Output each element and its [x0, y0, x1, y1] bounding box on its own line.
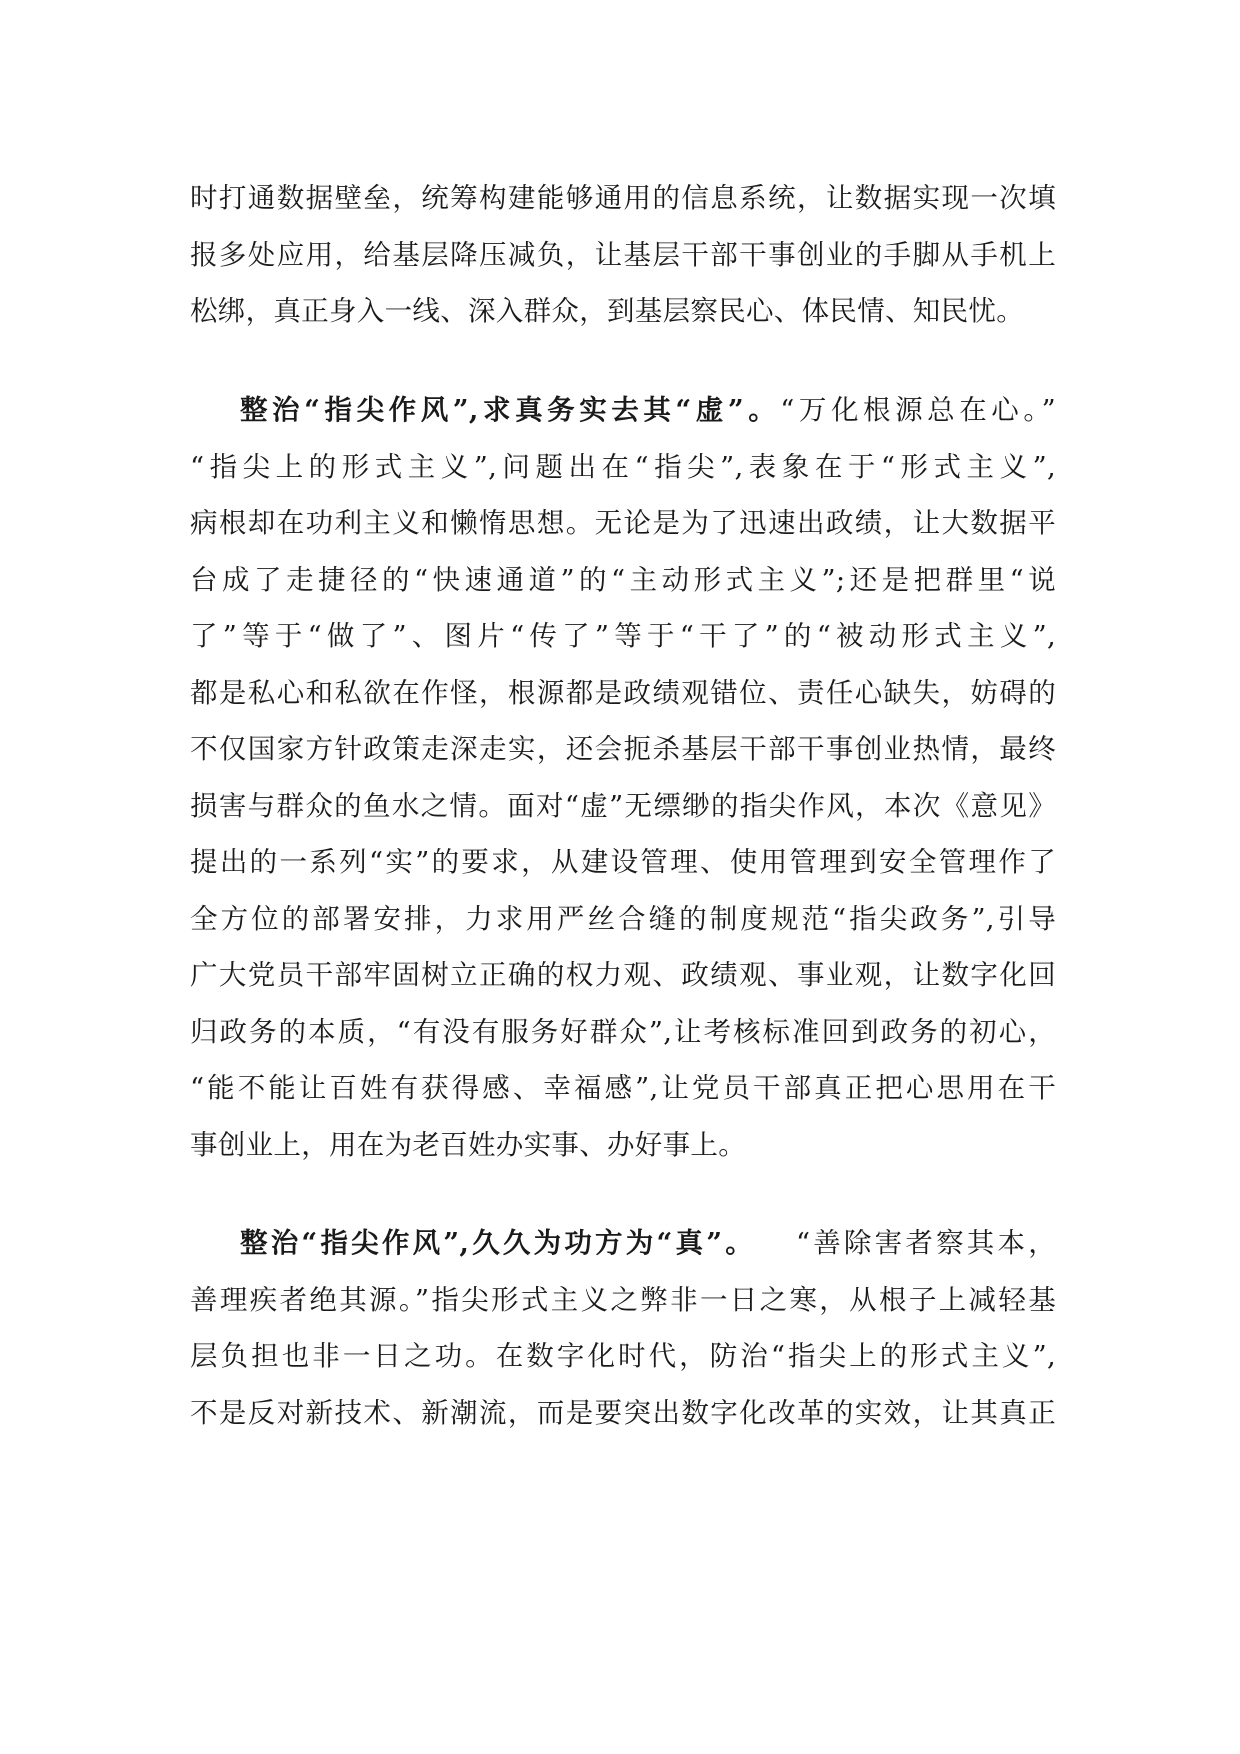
- paragraph-line: 广大党员干部牢固树立正确的权力观、政绩观、事业观，让数字化回: [190, 959, 1056, 991]
- paragraph-line: 台成了走捷径的“快速通道”的“主动形式主义”;还是把群里“说: [190, 563, 1056, 596]
- paragraph-3: [190, 1215, 1056, 1441]
- paragraph-first-line: [190, 1215, 1056, 1272]
- paragraph-line: 报多处应用，给基层降压减负，让基层干部干事创业的手脚从手机上: [190, 238, 1056, 271]
- paragraph-line: 事创业上，用在为老百姓办实事、办好事上。: [190, 1128, 746, 1161]
- paragraph-line: 层负担也非一日之功。在数字化时代，防治“指尖上的形式主义”,: [190, 1340, 1056, 1372]
- paragraph-line: 松绑，真正身入一线、深入群众，到基层察民心、体民情、知民忧。: [190, 295, 1024, 327]
- paragraph-line: 不是反对新技术、新潮流，而是要突出数字化改革的实效，让其真正: [190, 1396, 1056, 1429]
- paragraph-line: “指尖上的形式主义”,问题出在“指尖”,表象在于“形式主义”,: [190, 450, 1056, 483]
- paragraph-heading: 整治“指尖作风”,久久为功方为“真”。: [240, 1227, 756, 1259]
- paragraph-line: “能不能让百姓有获得感、幸福感”,让党员干部真正把心思用在干: [190, 1072, 1056, 1104]
- paragraph-first-line: [190, 382, 1056, 439]
- paragraph-line: 归政务的本质，“有没有服务好群众”,让考核标准回到政务的初心，: [190, 1015, 1056, 1048]
- paragraph-line: 病根却在功利主义和懒惰思想。无论是为了迅速出政绩，让大数据平: [190, 507, 1056, 539]
- paragraph-line: 不仅国家方针政策走深走实，还会扼杀基层干部干事创业热情，最终: [190, 733, 1056, 765]
- paragraph-line: 全方位的部署安排，力求用严丝合缝的制度规范“指尖政务”,引导: [190, 902, 1056, 935]
- paragraph-line: 了”等于“做了”、图片“传了”等于“干了”的“被动形式主义”,: [190, 620, 1056, 652]
- paragraph-1: [190, 170, 1056, 340]
- paragraph-heading: 整治“指尖作风”,求真务实去其“虚”。: [240, 394, 781, 426]
- paragraph-line: 损害与群众的鱼水之情。面对“虚”无缥缈的指尖作风，本次《意见》: [190, 789, 1056, 822]
- paragraph-2: [190, 382, 1056, 1173]
- paragraph-line: 提出的一系列“实”的要求，从建设管理、使用管理到安全管理作了: [190, 846, 1056, 878]
- paragraph-line: 善理疾者绝其源。”指尖形式主义之弊非一日之寒，从根子上减轻基: [190, 1283, 1056, 1316]
- paragraph-line: 都是私心和私欲在作怪，根源都是政绩观错位、责任心缺失，妨碍的: [190, 676, 1056, 709]
- paragraph-first-line-text: “善除害者察其本，: [795, 1227, 1056, 1259]
- paragraph-line: 时打通数据壁垒，统筹构建能够通用的信息系统，让数据实现一次填: [190, 182, 1056, 214]
- paragraph-first-line-text: “万化根源总在心。”: [780, 394, 1056, 426]
